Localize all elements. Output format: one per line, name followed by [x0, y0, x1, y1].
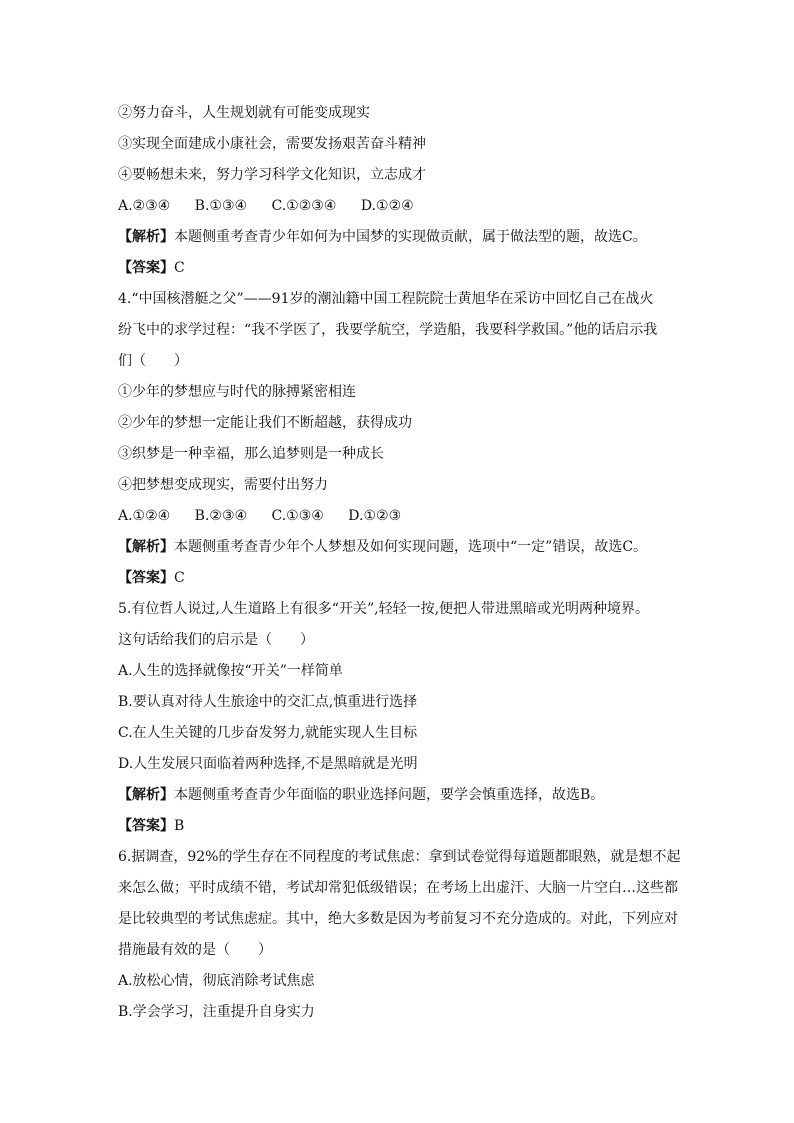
q4-stem-line-2: 纷飞中的求学过程：“我不学医了，我要学航空，学造船，我要科学救国。”他的话启示我: [118, 322, 658, 338]
q6-option-b: B.学会学习，注重提升自身实力: [118, 1004, 315, 1020]
q3-choices: [118, 196, 414, 216]
q4-stem-line-1: 4.“中国核潜艇之父”——91岁的潮汕籍中国工程院院士黄旭华在采访中回忆自己在战火: [118, 291, 654, 307]
q4-choice-d: D.①②③: [348, 508, 402, 524]
q5-stem-line-2: 这句话给我们的启示是（ ）: [118, 632, 314, 648]
q3-option-2: ②努力奋斗，人生规划就有可能变成现实: [118, 105, 370, 121]
q6-stem-line-1: 6.据调查，92%的学生存在不同程度的考试焦虑：拿到试卷觉得每道题都眼熟，就是想不起: [118, 849, 681, 865]
q3-choice-c: C.①②③④: [271, 198, 337, 214]
analysis-label: 【解析】: [118, 539, 174, 555]
analysis-label: 【解析】: [118, 229, 174, 245]
q3-answer: [118, 258, 185, 278]
q6-stem-line-2: 来怎么做；平时成绩不错，考试却常犯低级错误；在考场上出虚汗、大脑一片空白…这些都: [118, 880, 678, 896]
answer-label: 【答案】: [118, 818, 174, 834]
q5-option-d: D.人生发展只面临着两种选择,不是黑暗就是光明: [118, 756, 418, 772]
q6-stem-line-3: 是比较典型的考试焦虑症。其中，绝大多数是因为考前复习不充分造成的。对此，下列应对: [118, 911, 678, 927]
analysis-text: 本题侧重考查青少年面临的职业选择问题，要学会慎重选择，故选B。: [174, 787, 605, 803]
q4-stem-line-3: 们（ ）: [118, 353, 188, 369]
q6-stem-line-4: 措施最有效的是（ ）: [118, 942, 272, 958]
answer-label: 【答案】: [118, 260, 174, 276]
q3-choice-d: D.①②④: [360, 198, 414, 214]
q3-choice-b: B.①③④: [194, 198, 248, 214]
q3-choice-a: A.②③④: [118, 198, 171, 214]
q5-stem-line-1: 5.有位哲人说过,人生道路上有很多“开关”,轻轻一按,便把人带进黑暗或光明两种境界。: [118, 601, 650, 617]
q4-choice-c: C.①③④: [271, 508, 324, 524]
q3-option-4: ④要畅想未来，努力学习科学文化知识，立志成才: [118, 167, 426, 183]
q4-analysis: [118, 537, 647, 557]
q4-option-2: ②少年的梦想一定能让我们不断超越，获得成功: [118, 415, 412, 431]
q5-analysis: [118, 785, 604, 805]
q5-answer: [118, 816, 184, 836]
q4-answer: [118, 568, 185, 588]
answer-label: 【答案】: [118, 570, 174, 586]
q5-option-a: A.人生的选择就像按“开关”一样简单: [118, 663, 343, 679]
analysis-text: 本题侧重考查青少年个人梦想及如何实现问题，选项中“一定”错误，故选C。: [174, 539, 648, 555]
q4-choice-b: B.②③④: [194, 508, 248, 524]
analysis-text: 本题侧重考查青少年如何为中国梦的实现做贡献，属于做法型的题，故选C。: [174, 229, 647, 245]
answer-value: C: [174, 260, 185, 276]
answer-value: C: [174, 570, 185, 586]
q4-choices: [118, 506, 401, 526]
q4-choice-a: A.①②④: [118, 508, 171, 524]
q4-option-4: ④把梦想变成现实，需要付出努力: [118, 477, 328, 493]
q4-option-3: ③织梦是一种幸福，那么追梦则是一种成长: [118, 446, 384, 462]
q5-option-b: B.要认真对待人生旅途中的交汇点,慎重进行选择: [118, 694, 418, 710]
analysis-label: 【解析】: [118, 787, 174, 803]
q4-option-1: ①少年的梦想应与时代的脉搏紧密相连: [118, 384, 356, 400]
q6-option-a: A.放松心情，彻底消除考试焦虑: [118, 973, 315, 989]
q3-option-3: ③实现全面建成小康社会，需要发扬艰苦奋斗精神: [118, 136, 426, 152]
q5-option-c: C.在人生关键的几步奋发努力,就能实现人生目标: [118, 725, 418, 741]
q3-analysis: [118, 227, 647, 247]
answer-value: B: [174, 818, 185, 834]
